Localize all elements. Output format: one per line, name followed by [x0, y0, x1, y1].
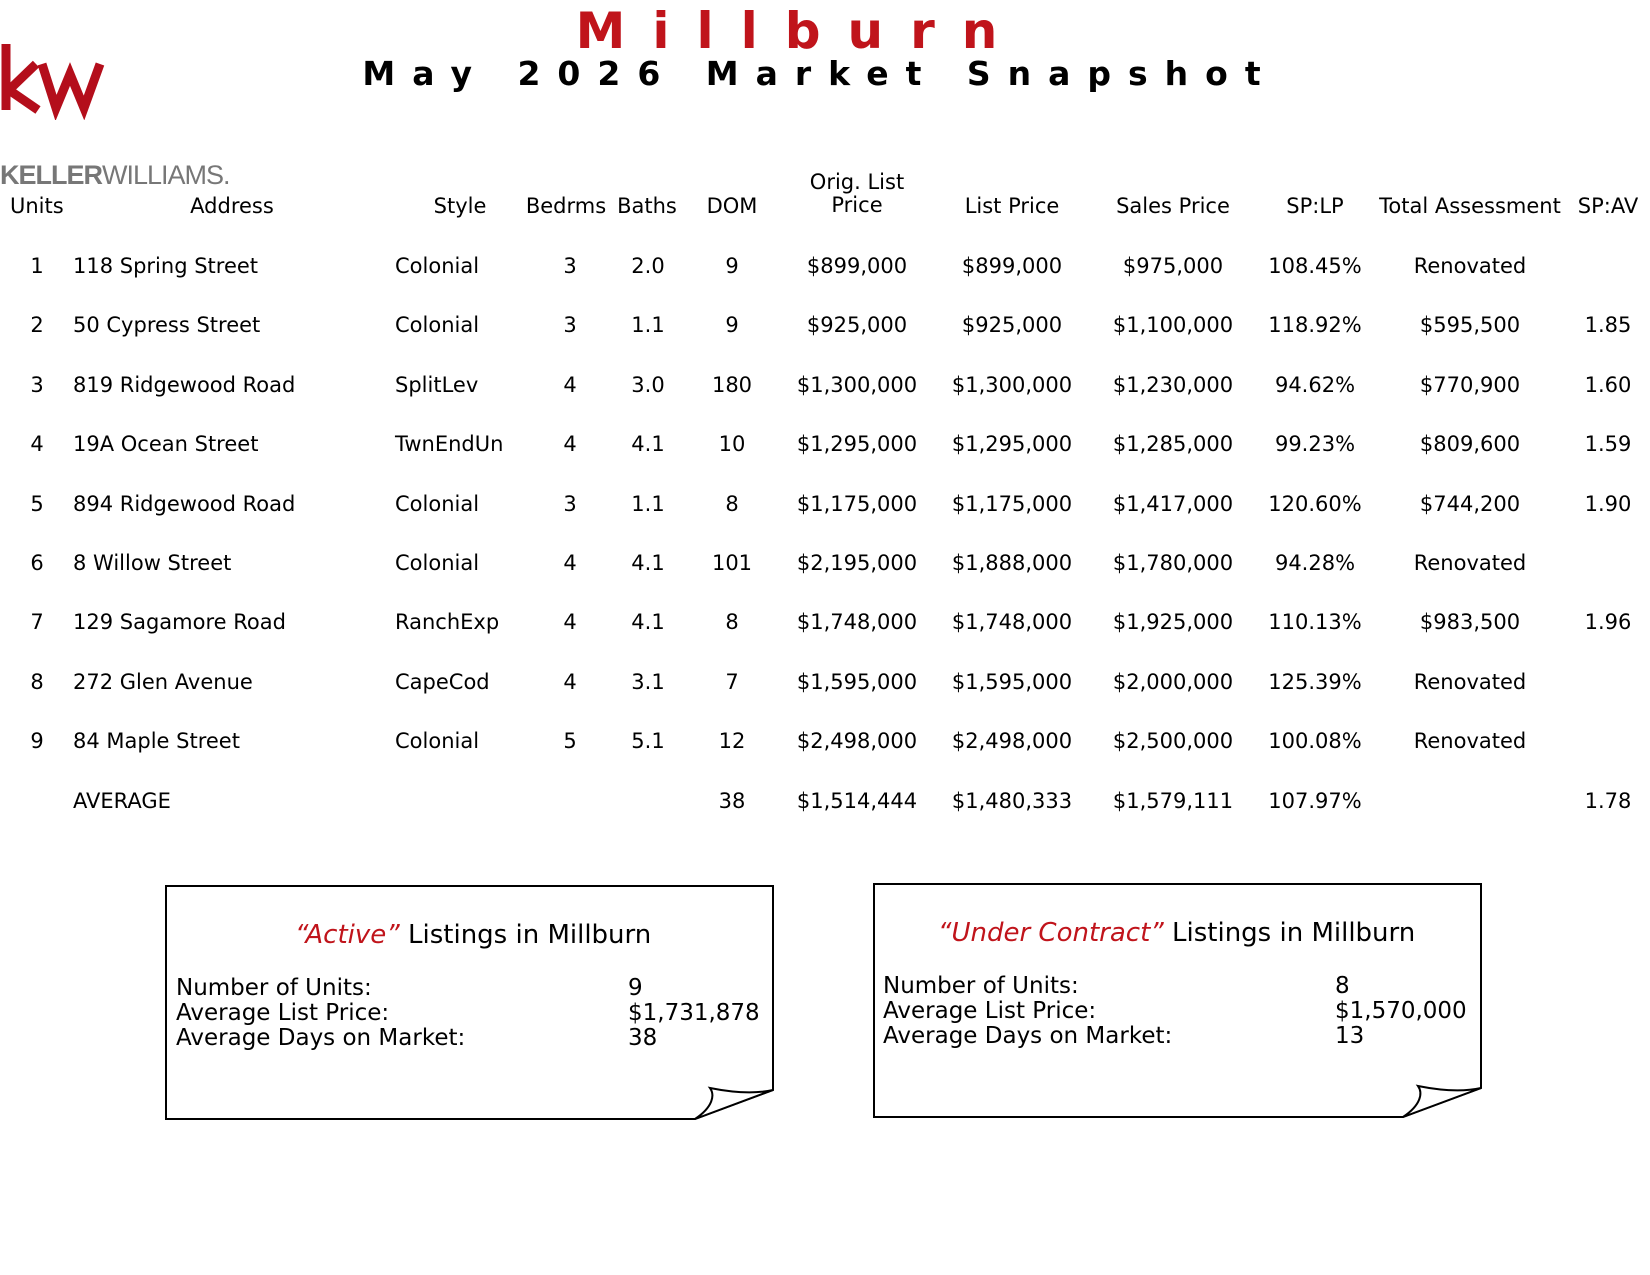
- dom-cell: 7: [725, 670, 739, 694]
- sp-lp-cell: 94.62%: [1274, 373, 1356, 397]
- stat-value: $1,570,000: [1335, 998, 1467, 1024]
- orig-list-price-cell: $1,300,000: [796, 373, 918, 397]
- total-assessment-cell: Renovated: [1413, 254, 1527, 278]
- address-cell: 8 Willow Street: [73, 551, 232, 575]
- address-cell: 272 Glen Avenue: [73, 670, 253, 694]
- unit-number: 4: [30, 432, 44, 456]
- orig-list-price-cell: $2,498,000: [796, 729, 918, 753]
- dom-cell: 8: [725, 492, 739, 516]
- orig-list-price-cell: $899,000: [806, 254, 908, 278]
- unit-number: 6: [30, 551, 44, 575]
- column-header-orig-list-price: Orig. List: [809, 170, 905, 194]
- sales-price-cell: $1,780,000: [1112, 551, 1234, 575]
- kw-logo-icon: [0, 40, 110, 120]
- sp-lp-cell: 120.60%: [1268, 492, 1362, 516]
- unit-number: 8: [30, 670, 44, 694]
- bedrooms-cell: 3: [563, 313, 577, 337]
- list-price-cell: $925,000: [961, 313, 1063, 337]
- orig-list-price-cell: $925,000: [806, 313, 908, 337]
- sales-price-cell: $1,417,000: [1112, 492, 1234, 516]
- dom-cell: 9: [725, 254, 739, 278]
- bedrooms-cell: 3: [563, 254, 577, 278]
- bedrooms-cell: 4: [563, 670, 577, 694]
- stat-label: Average List Price:: [176, 1000, 390, 1026]
- baths-cell: 4.1: [631, 432, 665, 456]
- dom-cell: 180: [711, 373, 753, 397]
- column-header-bedrms: Bedrms: [525, 194, 607, 218]
- column-header-units: Units: [10, 194, 64, 218]
- sales-price-cell: $975,000: [1122, 254, 1224, 278]
- sp-lp-cell: 99.23%: [1274, 432, 1356, 456]
- address-cell: 84 Maple Street: [73, 729, 240, 753]
- baths-cell: 2.0: [631, 254, 665, 278]
- list-price-cell: $1,748,000: [951, 610, 1073, 634]
- sp-lp-cell: 110.13%: [1268, 610, 1362, 634]
- address-cell: 129 Sagamore Road: [73, 610, 286, 634]
- dom-cell: 8: [725, 610, 739, 634]
- sales-price-cell: $1,230,000: [1112, 373, 1234, 397]
- dom-cell: 101: [711, 551, 753, 575]
- orig-list-price-cell: $1,595,000: [796, 670, 918, 694]
- sp-av-cell: 1.96: [1584, 610, 1632, 634]
- unit-number: 5: [30, 492, 44, 516]
- active-listings-title: “Active” Listings in Millburn: [295, 920, 652, 950]
- list-price-cell: $2,498,000: [951, 729, 1073, 753]
- column-header-list-price: List Price: [964, 194, 1060, 218]
- column-header-style: Style: [433, 194, 487, 218]
- style-cell: Colonial: [395, 492, 480, 516]
- sales-price-cell: $2,500,000: [1112, 729, 1234, 753]
- stat-value: 38: [628, 1025, 658, 1051]
- orig-list-price-cell: $1,175,000: [796, 492, 918, 516]
- style-cell: CapeCod: [395, 670, 490, 694]
- column-header-orig-list-price-line2: Price: [831, 193, 883, 217]
- list-price-cell: $1,595,000: [951, 670, 1073, 694]
- logo-wordmark: KELLERWILLIAMS.: [0, 160, 230, 190]
- dom-cell: 9: [725, 313, 739, 337]
- average-label: AVERAGE: [73, 789, 171, 813]
- style-cell: Colonial: [395, 551, 480, 575]
- keller-williams-logo: [0, 40, 240, 190]
- average-list-price: $1,480,333: [951, 789, 1073, 813]
- sp-lp-cell: 100.08%: [1268, 729, 1362, 753]
- average-dom: 38: [718, 789, 746, 813]
- stat-value: 8: [1335, 973, 1350, 999]
- style-cell: Colonial: [395, 254, 480, 278]
- total-assessment-cell: $595,500: [1419, 313, 1521, 337]
- sp-lp-cell: 108.45%: [1268, 254, 1362, 278]
- address-cell: 819 Ridgewood Road: [73, 373, 296, 397]
- column-header-dom: DOM: [706, 194, 758, 218]
- sales-price-cell: $1,100,000: [1112, 313, 1234, 337]
- page-subtitle: May 2026 Market Snapshot: [362, 54, 1278, 93]
- average-sales-price: $1,579,111: [1112, 789, 1234, 813]
- total-assessment-cell: $770,900: [1419, 373, 1521, 397]
- style-cell: Colonial: [395, 729, 480, 753]
- stat-label: Average Days on Market:: [883, 1023, 1173, 1049]
- stat-label: Number of Units:: [883, 973, 1079, 999]
- bedrooms-cell: 4: [563, 551, 577, 575]
- sp-lp-cell: 94.28%: [1274, 551, 1356, 575]
- column-header-baths: Baths: [617, 194, 677, 218]
- sales-price-cell: $1,925,000: [1112, 610, 1234, 634]
- total-assessment-cell: $983,500: [1419, 610, 1521, 634]
- style-cell: SplitLev: [395, 373, 479, 397]
- orig-list-price-cell: $2,195,000: [796, 551, 918, 575]
- list-price-cell: $1,888,000: [951, 551, 1073, 575]
- style-cell: RanchExp: [395, 610, 500, 634]
- list-price-cell: $1,300,000: [951, 373, 1073, 397]
- baths-cell: 5.1: [631, 729, 665, 753]
- orig-list-price-cell: $1,748,000: [796, 610, 918, 634]
- total-assessment-cell: Renovated: [1413, 551, 1527, 575]
- baths-cell: 1.1: [631, 492, 665, 516]
- bedrooms-cell: 3: [563, 492, 577, 516]
- bedrooms-cell: 5: [563, 729, 577, 753]
- bedrooms-cell: 4: [563, 432, 577, 456]
- column-header-address: Address: [190, 194, 274, 218]
- sp-av-cell: 1.85: [1584, 313, 1632, 337]
- average-sp-lp: 107.97%: [1268, 789, 1362, 813]
- list-price-cell: $1,295,000: [951, 432, 1073, 456]
- sales-price-cell: $2,000,000: [1112, 670, 1234, 694]
- page-title: Millburn: [575, 2, 1025, 60]
- total-assessment-cell: $809,600: [1419, 432, 1521, 456]
- stat-label: Average Days on Market:: [176, 1025, 466, 1051]
- stat-value: 13: [1335, 1023, 1365, 1049]
- orig-list-price-cell: $1,295,000: [796, 432, 918, 456]
- total-assessment-cell: Renovated: [1413, 670, 1527, 694]
- column-header-total-assessment: Total Assessment: [1379, 194, 1561, 218]
- list-price-cell: $899,000: [961, 254, 1063, 278]
- baths-cell: 4.1: [631, 551, 665, 575]
- average-orig-list-price: $1,514,444: [796, 789, 918, 813]
- style-cell: Colonial: [395, 313, 480, 337]
- unit-number: 9: [30, 729, 44, 753]
- sp-av-cell: 1.90: [1584, 492, 1632, 516]
- list-price-cell: $1,175,000: [951, 492, 1073, 516]
- baths-cell: 3.0: [631, 373, 665, 397]
- address-cell: 50 Cypress Street: [73, 313, 261, 337]
- total-assessment-cell: $744,200: [1419, 492, 1521, 516]
- sp-lp-cell: 125.39%: [1268, 670, 1362, 694]
- average-sp-av: 1.78: [1584, 789, 1632, 813]
- dom-cell: 12: [718, 729, 746, 753]
- column-header-sp-av: SP:AV: [1577, 194, 1639, 218]
- dom-cell: 10: [718, 432, 746, 456]
- address-cell: 118 Spring Street: [73, 254, 259, 278]
- under-contract-title: “Under Contract” Listings in Millburn: [938, 918, 1416, 948]
- sp-lp-cell: 118.92%: [1268, 313, 1362, 337]
- stat-label: Average List Price:: [883, 998, 1097, 1024]
- sales-price-cell: $1,285,000: [1112, 432, 1234, 456]
- unit-number: 3: [30, 373, 44, 397]
- bedrooms-cell: 4: [563, 373, 577, 397]
- sp-av-cell: 1.60: [1584, 373, 1632, 397]
- address-cell: 894 Ridgewood Road: [73, 492, 296, 516]
- unit-number: 7: [30, 610, 44, 634]
- stat-label: Number of Units:: [176, 975, 372, 1001]
- stat-value: 9: [628, 975, 643, 1001]
- baths-cell: 3.1: [631, 670, 665, 694]
- sp-av-cell: 1.59: [1584, 432, 1632, 456]
- baths-cell: 4.1: [631, 610, 665, 634]
- column-header-sales-price: Sales Price: [1116, 194, 1230, 218]
- column-header-sp-lp: SP:LP: [1286, 194, 1344, 218]
- baths-cell: 1.1: [631, 313, 665, 337]
- bedrooms-cell: 4: [563, 610, 577, 634]
- address-cell: 19A Ocean Street: [73, 432, 259, 456]
- unit-number: 1: [30, 254, 44, 278]
- total-assessment-cell: Renovated: [1413, 729, 1527, 753]
- unit-number: 2: [30, 313, 44, 337]
- stat-value: $1,731,878: [628, 1000, 760, 1026]
- style-cell: TwnEndUn: [395, 432, 504, 456]
